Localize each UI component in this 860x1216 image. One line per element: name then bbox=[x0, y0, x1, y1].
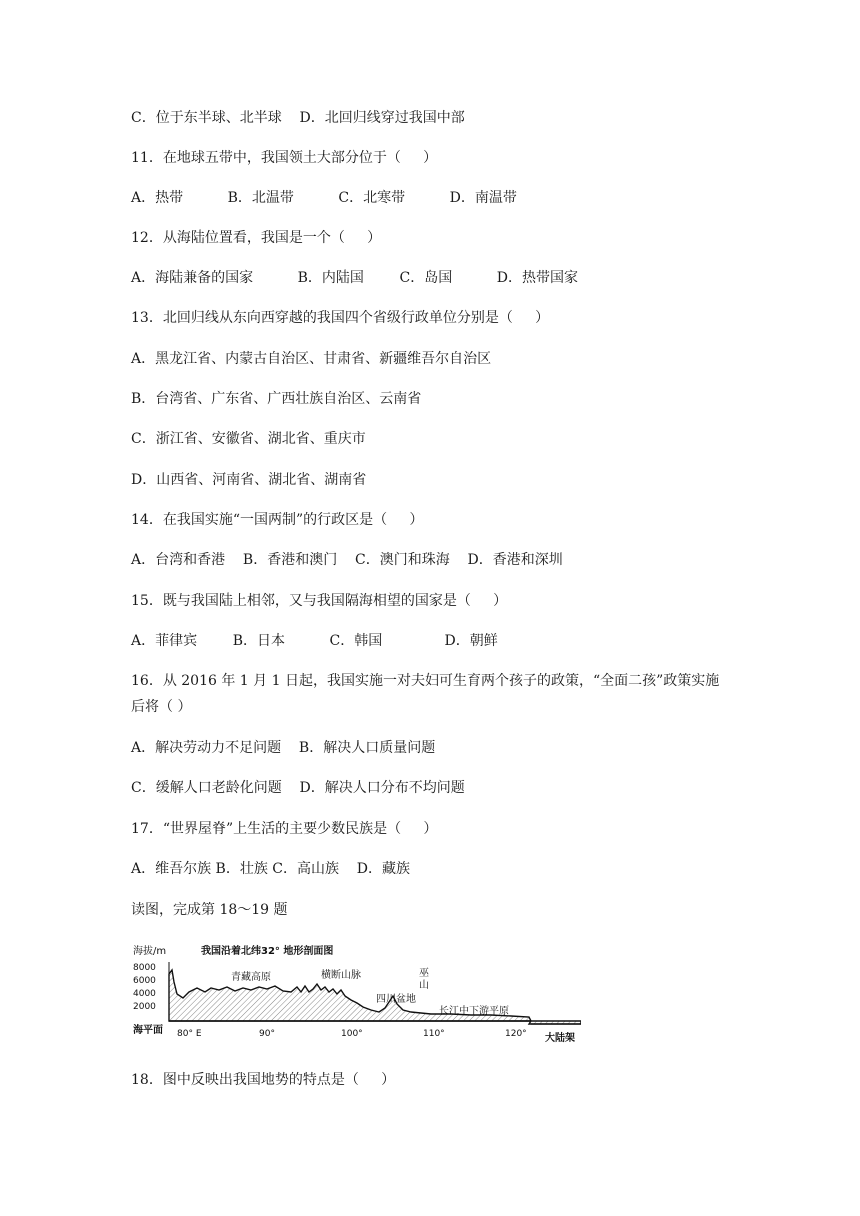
q11-stem: 11．在地球五带中，我国领土大部分位于（ ） bbox=[131, 150, 438, 166]
label-changjiang-plain: 长江中下游平原 bbox=[439, 1006, 509, 1017]
q13-stem: 13．北回归线从东向西穿越的我国四个省级行政单位分别是（ ） bbox=[131, 310, 550, 326]
label-hengduan-mountains: 横断山脉 bbox=[321, 970, 361, 981]
y-tick-2000: 2000 bbox=[133, 1002, 156, 1012]
x-tick-120: 120° bbox=[505, 1029, 527, 1039]
q15-options: A．菲律宾 B．日本 C．韩国 D．朝鲜 bbox=[131, 633, 498, 649]
x-tick-100: 100° bbox=[341, 1029, 363, 1039]
label-wushan-bottom: 山 bbox=[419, 980, 429, 991]
q12-options: A．海陆兼备的国家 B．内陆国 C．岛国 D．热带国家 bbox=[131, 270, 578, 286]
q13-option-d: D．山西省、河南省、湖北省、湖南省 bbox=[131, 472, 367, 488]
q12-stem: 12．从海陆位置看，我国是一个（ ） bbox=[131, 230, 382, 246]
q16-stem: 16．从 2016 年 1 月 1 日起，我国实施一对夫妇可生育两个孩子的政策，“全面二孩”政策实施后将（ ） bbox=[131, 673, 720, 715]
q15-stem: 15．既与我国陆上相邻，又与我国隔海相望的国家是（ ） bbox=[131, 593, 508, 609]
q13-option-c: C．浙江省、安徽省、湖北省、重庆市 bbox=[131, 431, 366, 447]
label-continental-shelf: 大陆架 bbox=[545, 1033, 575, 1044]
y-axis-unit: 海拔/m bbox=[133, 946, 167, 957]
label-wushan-top: 巫 bbox=[419, 968, 429, 979]
y-tick-8000: 8000 bbox=[133, 963, 156, 973]
x-tick-90: 90° bbox=[259, 1029, 275, 1039]
q17-options: A．维吾尔族 B．壮族 C．高山族 D．藏族 bbox=[131, 861, 411, 877]
q16-options-cd: C．缓解人口老龄化问题 D．解决人口分布不均问题 bbox=[131, 780, 465, 796]
q13-option-a: A．黑龙江省、内蒙古自治区、甘肃省、新疆维吾尔自治区 bbox=[131, 351, 492, 367]
label-sichuan-basin: 四川盆地 bbox=[376, 994, 416, 1005]
q13-option-b: B．台湾省、广东省、广西壮族自治区、云南省 bbox=[131, 391, 422, 407]
x-tick-110: 110° bbox=[423, 1029, 445, 1039]
q10-option-cd: C．位于东半球、北半球 D．北回归线穿过我国中部 bbox=[131, 110, 465, 126]
figure-title: 我国沿着北纬32° 地形剖面图 bbox=[201, 946, 334, 957]
q16-options-ab: A．解决劳动力不足问题 B．解决人口质量问题 bbox=[131, 740, 436, 756]
x-tick-80: 80° E bbox=[177, 1029, 202, 1039]
y-tick-4000: 4000 bbox=[133, 989, 156, 999]
read-figure-instruction: 读图，完成第 18～19 题 bbox=[131, 902, 288, 918]
terrain-profile-figure bbox=[131, 940, 581, 1046]
q14-stem: 14．在我国实施“一国两制”的行政区是（ ） bbox=[131, 512, 424, 528]
q14-options: A．台湾和香港 B．香港和澳门 C．澳门和珠海 D．香港和深圳 bbox=[131, 552, 563, 568]
label-qingzang-plateau: 青藏高原 bbox=[231, 972, 271, 983]
q18-stem: 18．图中反映出我国地势的特点是（ ） bbox=[131, 1072, 396, 1088]
q11-options: A．热带 B．北温带 C．北寒带 D．南温带 bbox=[131, 190, 517, 206]
y-tick-6000: 6000 bbox=[133, 976, 156, 986]
q17-stem: 17．“世界屋脊”上生活的主要少数民族是（ ） bbox=[131, 821, 438, 837]
sea-level-label: 海平面 bbox=[133, 1025, 163, 1036]
